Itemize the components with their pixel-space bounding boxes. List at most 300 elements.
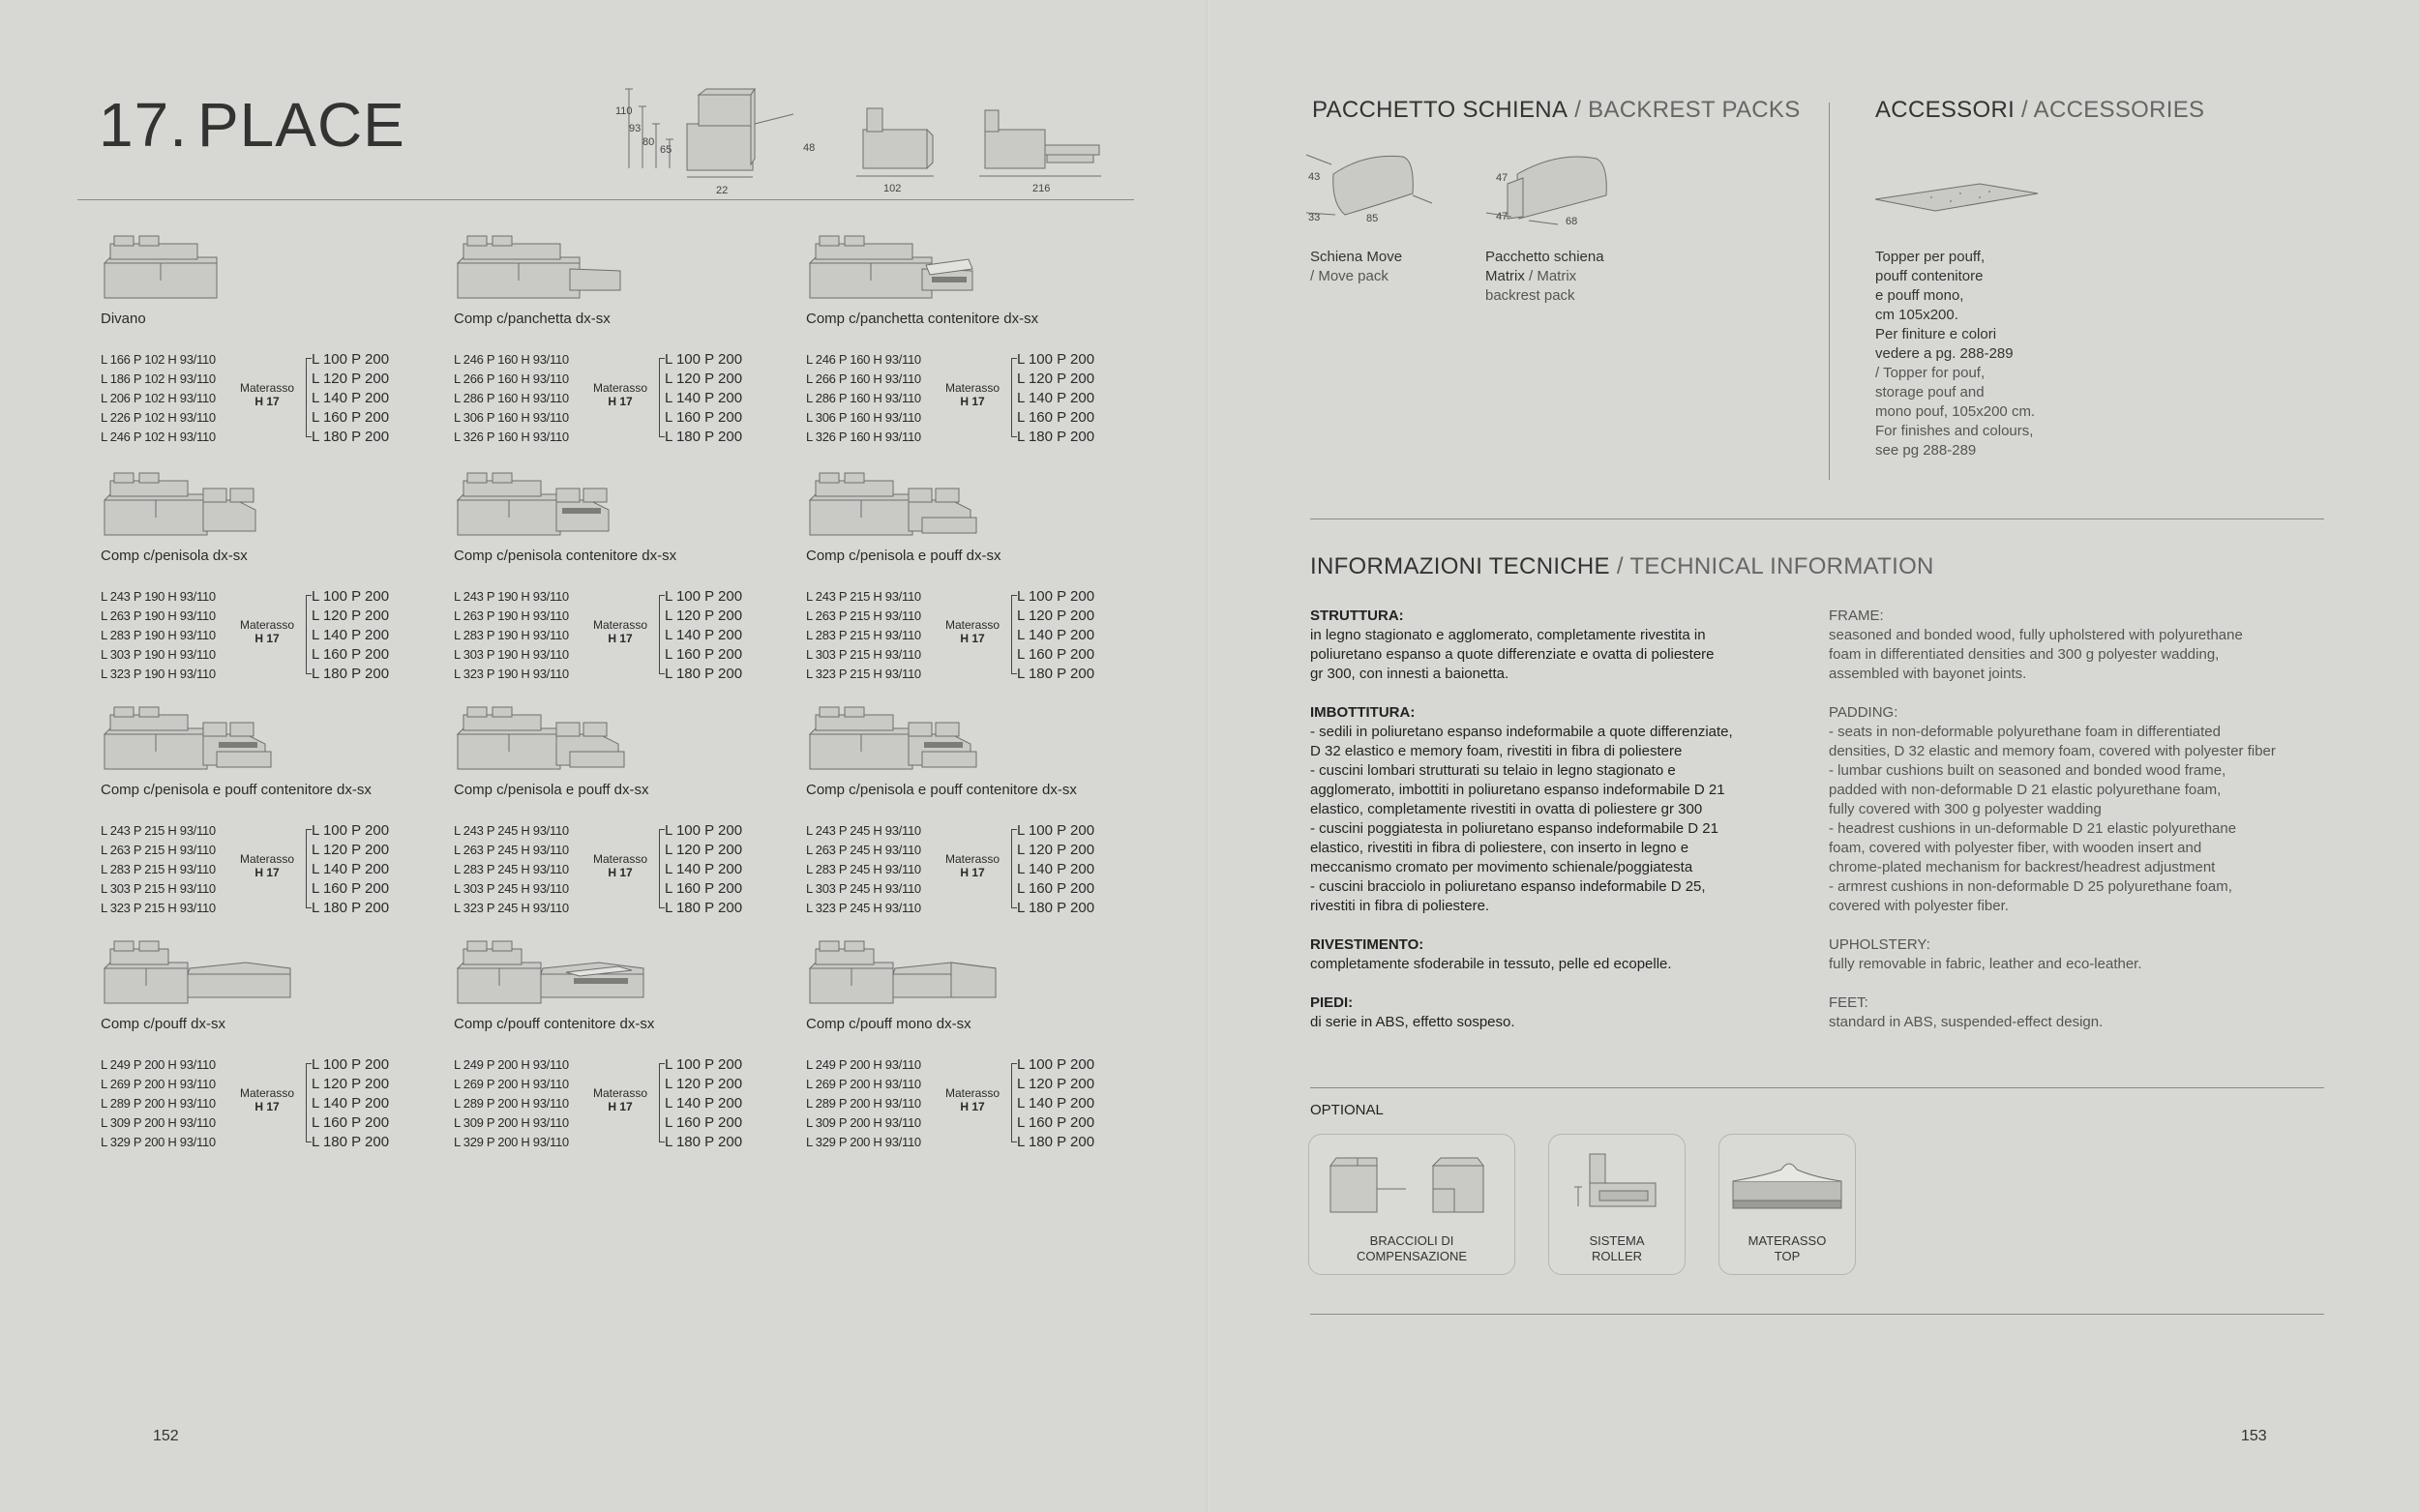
move-pack-label <box>1310 248 1402 286</box>
accessories-line-it: Per finiture e colori <box>1875 326 1997 342</box>
tech-line: - seats in non-deformable polyurethane foam in differentiated <box>1829 724 2221 740</box>
mattress-size-line: L 160 P 200 <box>312 409 390 426</box>
mattress-height: H 17 <box>254 1100 280 1113</box>
section-rule-3 <box>1310 1314 2324 1315</box>
optional-box-mattress <box>1718 1134 1856 1275</box>
mattress-size-line: L 160 P 200 <box>312 1114 390 1131</box>
accessories-line-en: see pg 288-289 <box>1875 442 1977 459</box>
mattress-size-line: L 120 P 200 <box>665 1076 743 1092</box>
matrix-pack-label-en2: backrest pack <box>1485 287 1575 304</box>
sofa-drawing <box>101 230 304 308</box>
product-name: Comp c/penisola e pouff contenitore dx-sx <box>101 782 372 798</box>
left-page <box>0 0 1208 1512</box>
page-title <box>99 89 405 161</box>
mattress-size-line: L 160 P 200 <box>665 646 743 663</box>
size-line: L 309 P 200 H 93/110 <box>454 1115 569 1130</box>
tech-line: di serie in ABS, effetto sospeso. <box>1310 1014 1515 1030</box>
topper-drawing <box>1873 180 2043 219</box>
product-name: Divano <box>101 311 146 327</box>
mattress-size-line: L 100 P 200 <box>665 351 743 368</box>
tech-section-label: RIVESTIMENTO: <box>1310 936 1424 953</box>
tech-line: seasoned and bonded wood, fully upholstered with polyurethane <box>1829 627 2243 643</box>
tech-line: chrome-plated mechanism for backrest/headrest adjustment <box>1829 859 2216 875</box>
mattress-size-line: L 160 P 200 <box>1017 646 1095 663</box>
mattress-label-text: Materasso <box>592 618 648 632</box>
tech-line: - headrest cushions in un-deformable D 21 elastic polyurethane <box>1829 820 2237 837</box>
tech-line: standard in ABS, suspended-effect design. <box>1829 1014 2104 1030</box>
tech-section-label: UPHOLSTERY: <box>1829 936 1930 953</box>
product-name: Comp c/penisola dx-sx <box>101 548 248 564</box>
mattress-height: H 17 <box>960 632 985 645</box>
tech-line: - armrest cushions in non-deformable D 25 polyurethane foam, <box>1829 878 2232 895</box>
accessories-line-en: mono pouf, 105x200 cm. <box>1875 403 2036 420</box>
dim-width-bed: 216 <box>1032 183 1051 194</box>
mattress-height: H 17 <box>608 1100 633 1113</box>
size-line: L 166 P 102 H 93/110 <box>101 352 216 367</box>
mattress-size-line: L 120 P 200 <box>312 371 390 387</box>
accessories-text-en <box>1875 364 2035 460</box>
size-line: L 266 P 160 H 93/110 <box>806 371 921 386</box>
tech-line: rivestiti in fibra di poliestere. <box>1310 898 1490 914</box>
tech-section <box>1829 993 2332 1032</box>
accessories-text <box>1875 248 2035 460</box>
mattress-size-line: L 140 P 200 <box>312 1095 390 1112</box>
dim-bed <box>985 110 1099 168</box>
dim-h2: 93 <box>629 123 642 134</box>
mattress-size-line: L 100 P 200 <box>312 351 390 368</box>
armrests-label-1: BRACCIOLI DI <box>1369 1233 1454 1248</box>
move-dim-3: 85 <box>1366 213 1379 224</box>
tech-line: D 32 elastico e memory foam, rivestiti in fibra di poliestere <box>1310 743 1683 759</box>
mattress-height: H 17 <box>960 866 985 879</box>
product-sizes <box>101 587 216 684</box>
matrix-dim-2: 47 <box>1496 211 1508 222</box>
mattress-size-line: L 100 P 200 <box>665 822 743 839</box>
right-page <box>1210 0 2419 1512</box>
size-line: L 249 P 200 H 93/110 <box>806 1057 921 1072</box>
size-line: L 243 P 215 H 93/110 <box>806 589 921 604</box>
tech-line: agglomerato, imbottiti in poliuretano espanso indeformabile D 21 <box>1310 782 1725 798</box>
size-line: L 243 P 190 H 93/110 <box>454 589 569 604</box>
product-card <box>806 701 1135 934</box>
size-line: L 323 P 245 H 93/110 <box>806 901 921 915</box>
tech-line: padded with non-deformable D 21 elastic polyurethane foam, <box>1829 782 2222 798</box>
move-pack-drawing <box>1306 155 1432 215</box>
mattress-size-line: L 140 P 200 <box>1017 1095 1095 1112</box>
size-line: L 323 P 215 H 93/110 <box>101 901 216 915</box>
tech-section <box>1829 935 2332 974</box>
mattress-label <box>236 852 298 879</box>
size-line: L 186 P 102 H 93/110 <box>101 371 216 386</box>
mattress-height: H 17 <box>254 395 280 408</box>
product-name: Comp c/penisola e pouff contenitore dx-sx <box>806 782 1077 798</box>
mattress-size-line: L 180 P 200 <box>1017 666 1095 682</box>
mattress-label-text: Materasso <box>944 618 1000 632</box>
tech-line: elastico, completamente rivestiti in ovatta di poliestere gr 300 <box>1310 801 1703 817</box>
mattress-size-line: L 140 P 200 <box>665 390 743 406</box>
size-line: L 309 P 200 H 93/110 <box>806 1115 921 1130</box>
tech-info-english <box>1829 607 2332 1052</box>
size-line: L 263 P 190 H 93/110 <box>454 608 569 623</box>
mattress-sizes <box>312 350 389 447</box>
mattress-size-line: L 120 P 200 <box>665 371 743 387</box>
mattress-label-text: Materasso <box>592 852 648 866</box>
mattress-size-line: L 100 P 200 <box>665 588 743 605</box>
product-sizes <box>101 1055 216 1152</box>
mattress-height: H 17 <box>608 632 633 645</box>
mattress-size-line: L 120 P 200 <box>312 1076 390 1092</box>
size-line: L 323 P 245 H 93/110 <box>454 901 569 915</box>
mattress-label <box>236 618 298 645</box>
tech-line: fully covered with 300 g polyester wadding <box>1829 801 2102 817</box>
size-line: L 303 P 245 H 93/110 <box>454 881 569 896</box>
size-line: L 283 P 215 H 93/110 <box>101 862 216 876</box>
size-line: L 263 P 215 H 93/110 <box>101 843 216 857</box>
tech-line: covered with polyester fiber. <box>1829 898 2009 914</box>
product-card <box>101 701 430 934</box>
product-name: Comp c/pouff contenitore dx-sx <box>454 1016 655 1032</box>
tech-section <box>1310 935 1813 974</box>
mattress-size-line: L 120 P 200 <box>312 608 390 624</box>
dim-h1: 110 <box>615 105 633 117</box>
backrest-drawings <box>1306 145 1713 237</box>
size-line: L 303 P 245 H 93/110 <box>806 881 921 896</box>
mattress-label <box>236 1086 298 1113</box>
product-name: Comp c/penisola contenitore dx-sx <box>454 548 677 564</box>
size-line: L 269 P 200 H 93/110 <box>454 1077 569 1091</box>
size-line: L 226 P 102 H 93/110 <box>101 410 216 425</box>
size-line: L 249 P 200 H 93/110 <box>101 1057 216 1072</box>
size-line: L 283 P 245 H 93/110 <box>454 862 569 876</box>
title-name: PLACE <box>196 90 405 160</box>
tech-line: poliuretano espanso a quote differenziate e ovatta di poliestere <box>1310 646 1715 663</box>
size-line: L 329 P 200 H 93/110 <box>806 1135 921 1149</box>
optional-box-armrests <box>1308 1134 1515 1275</box>
sofa-drawing <box>806 467 1009 545</box>
mattress-size-line: L 100 P 200 <box>1017 822 1095 839</box>
section-rule-2 <box>1310 1087 2324 1088</box>
mattress-size-line: L 180 P 200 <box>312 1134 390 1150</box>
tech-line: assembled with bayonet joints. <box>1829 666 2027 682</box>
product-card <box>806 230 1135 462</box>
size-line: L 289 P 200 H 93/110 <box>806 1096 921 1111</box>
size-line: L 263 P 245 H 93/110 <box>806 843 921 857</box>
mattress-size-line: L 140 P 200 <box>1017 627 1095 643</box>
tech-line: foam in differentiated densities and 300 g polyester wadding, <box>1829 646 2220 663</box>
move-pack-label-it: Schiena Move <box>1310 249 1403 265</box>
size-line: L 329 P 200 H 93/110 <box>454 1135 569 1149</box>
dim-depth-front: 22 <box>716 185 729 196</box>
accessories-text-it <box>1875 248 2035 364</box>
mattress-size-line: L 180 P 200 <box>312 429 390 445</box>
mattress-size-line: L 180 P 200 <box>665 666 743 682</box>
accessories-heading-it: ACCESSORI <box>1875 97 2016 123</box>
tech-heading-en: TECHNICAL INFORMATION <box>1629 553 1934 579</box>
tech-heading-sep: / <box>1609 553 1630 579</box>
tech-section-label: FEET: <box>1829 994 1868 1011</box>
mattress-sizes <box>1017 1055 1094 1152</box>
size-line: L 243 P 215 H 93/110 <box>101 823 216 838</box>
tech-line: fully removable in fabric, leather and eco-leather. <box>1829 956 2142 972</box>
size-line: L 326 P 160 H 93/110 <box>806 430 921 444</box>
product-card <box>101 467 430 699</box>
mattress-size-line: L 180 P 200 <box>1017 900 1095 916</box>
mattress-size-line: L 160 P 200 <box>312 646 390 663</box>
mattress-label-2: TOP <box>1774 1249 1801 1263</box>
product-sizes <box>806 350 921 447</box>
mattress-size-line: L 160 P 200 <box>665 1114 743 1131</box>
mattress-size-line: L 160 P 200 <box>1017 880 1095 897</box>
accessories-line-en: For finishes and colours, <box>1875 423 2034 439</box>
optional-heading: OPTIONAL <box>1310 1102 1384 1118</box>
accessories-line-en: / Topper for pouf, <box>1875 365 1986 381</box>
backrest-heading-en: BACKREST PACKS <box>1588 97 1801 123</box>
mattress-size-line: L 180 P 200 <box>665 900 743 916</box>
mattress-sizes <box>1017 587 1094 684</box>
move-dim-1: 43 <box>1308 171 1321 183</box>
mattress-sizes <box>312 821 389 918</box>
mattress-label-text: Materasso <box>239 852 295 866</box>
mattress-size-line: L 100 P 200 <box>312 822 390 839</box>
mattress-sizes <box>665 350 742 447</box>
mattress-label <box>589 1086 651 1113</box>
mattress-size-line: L 180 P 200 <box>312 900 390 916</box>
matrix-pack-label <box>1485 248 1604 306</box>
tech-heading-it: INFORMAZIONI TECNICHE <box>1310 553 1610 579</box>
sofa-drawing <box>101 935 304 1013</box>
mattress-size-line: L 180 P 200 <box>1017 1134 1095 1150</box>
product-name: Comp c/panchetta contenitore dx-sx <box>806 311 1039 327</box>
mattress-size-line: L 120 P 200 <box>1017 1076 1095 1092</box>
size-line: L 263 P 245 H 93/110 <box>454 843 569 857</box>
mattress-label-1: MATERASSO <box>1747 1233 1827 1248</box>
mattress-label <box>589 852 651 879</box>
tech-line: - sedili in poliuretano espanso indeformabile a quote differenziate, <box>1310 724 1733 740</box>
mattress-label-text: Materasso <box>944 1086 1000 1100</box>
size-line: L 303 P 190 H 93/110 <box>101 647 216 662</box>
dim-depth-side: 48 <box>803 142 816 154</box>
mattress-size-line: L 180 P 200 <box>665 429 743 445</box>
header-vertical-rule <box>1829 103 1830 480</box>
accessories-heading <box>1875 97 2204 124</box>
sofa-drawing <box>101 701 304 779</box>
optional-box-roller-label <box>1549 1233 1685 1264</box>
tech-line: - cuscini lombari strutturati su telaio in legno stagionato e <box>1310 762 1676 779</box>
mattress-size-line: L 100 P 200 <box>1017 351 1095 368</box>
dimensions-diagram <box>610 85 1113 196</box>
sofa-drawing <box>454 230 657 308</box>
accessories-line-it: Topper per pouff, <box>1875 249 1986 265</box>
page-number-left: 152 <box>153 1428 179 1444</box>
matrix-dim-3: 68 <box>1566 216 1578 227</box>
accessories-line-it: vedere a pg. 288-289 <box>1875 345 2014 362</box>
accessories-line-it: cm 105x200. <box>1875 307 1958 323</box>
mattress-label <box>941 381 1003 408</box>
sofa-drawing <box>454 467 657 545</box>
mattress-label-text: Materasso <box>239 618 295 632</box>
roller-label-1: SISTEMA <box>1589 1233 1645 1248</box>
size-line: L 303 P 215 H 93/110 <box>101 881 216 896</box>
mattress-size-line: L 140 P 200 <box>312 390 390 406</box>
tech-line: completamente sfoderabile in tessuto, pelle ed ecopelle. <box>1310 956 1672 972</box>
tech-line: - cuscini bracciolo in poliuretano espanso indeformabile D 25, <box>1310 878 1706 895</box>
size-line: L 309 P 200 H 93/110 <box>101 1115 216 1130</box>
accessories-line-en: storage pouf and <box>1875 384 1985 400</box>
tech-line: foam, covered with polyester fiber, with wooden insert and <box>1829 840 2202 856</box>
mattress-size-line: L 140 P 200 <box>312 627 390 643</box>
size-line: L 286 P 160 H 93/110 <box>454 391 569 405</box>
product-sizes <box>454 821 569 918</box>
product-card <box>101 935 430 1168</box>
backrest-heading-it: PACCHETTO SCHIENA <box>1312 97 1568 123</box>
mattress-label-text: Materasso <box>239 381 295 395</box>
tech-section <box>1310 607 1813 684</box>
accessories-line-it: e pouff mono, <box>1875 287 1964 304</box>
mattress-label-text: Materasso <box>239 1086 295 1100</box>
product-card <box>454 230 783 462</box>
tech-section <box>1310 993 1813 1032</box>
tech-section-label: IMBOTTITURA: <box>1310 704 1416 721</box>
tech-section-label: PADDING: <box>1829 704 1898 721</box>
size-line: L 269 P 200 H 93/110 <box>101 1077 216 1091</box>
product-card <box>454 467 783 699</box>
mattress-sizes <box>312 587 389 684</box>
size-line: L 266 P 160 H 93/110 <box>454 371 569 386</box>
size-line: L 326 P 160 H 93/110 <box>454 430 569 444</box>
mattress-size-line: L 120 P 200 <box>1017 608 1095 624</box>
mattress-size-line: L 140 P 200 <box>1017 390 1095 406</box>
tech-heading <box>1310 553 1934 580</box>
size-line: L 246 P 160 H 93/110 <box>806 352 921 367</box>
product-card <box>454 701 783 934</box>
tech-line: - cuscini poggiatesta in poliuretano espanso indeformabile D 21 <box>1310 820 1718 837</box>
size-line: L 249 P 200 H 93/110 <box>454 1057 569 1072</box>
sofa-drawing <box>806 230 1009 308</box>
tech-line: - lumbar cushions built on seasoned and bonded wood frame, <box>1829 762 2226 779</box>
mattress-size-line: L 160 P 200 <box>1017 409 1095 426</box>
size-line: L 283 P 215 H 93/110 <box>806 628 921 642</box>
tech-line: meccanismo cromato per movimento schienale/poggiatesta <box>1310 859 1693 875</box>
mattress-size-line: L 100 P 200 <box>1017 1056 1095 1073</box>
matrix-pack-label-it1: Pacchetto schiena <box>1485 249 1604 265</box>
mattress-size-line: L 100 P 200 <box>1017 588 1095 605</box>
title-dot: . <box>169 90 188 160</box>
mattress-sizes <box>665 821 742 918</box>
tech-section <box>1829 607 2332 684</box>
product-sizes <box>101 821 216 918</box>
size-line: L 303 P 215 H 93/110 <box>806 647 921 662</box>
mattress-size-line: L 120 P 200 <box>665 842 743 858</box>
mattress-size-line: L 160 P 200 <box>312 880 390 897</box>
tech-section-label: PIEDI: <box>1310 994 1354 1011</box>
mattress-sizes <box>665 1055 742 1152</box>
sofa-drawing <box>454 935 657 1013</box>
sofa-drawing <box>101 467 304 545</box>
title-number: 17 <box>99 90 170 160</box>
tech-line: elastico, rivestiti in fibra di poliestere, con inserto in legno e <box>1310 840 1689 856</box>
mattress-label <box>941 1086 1003 1113</box>
product-name: Comp c/penisola e pouff dx-sx <box>454 782 649 798</box>
mattress-height: H 17 <box>254 866 280 879</box>
mattress-label <box>941 852 1003 879</box>
size-line: L 263 P 190 H 93/110 <box>101 608 216 623</box>
product-name: Comp c/pouff dx-sx <box>101 1016 225 1032</box>
mattress-size-line: L 140 P 200 <box>1017 861 1095 877</box>
tech-line: in legno stagionato e agglomerato, completamente rivestita in <box>1310 627 1706 643</box>
mattress-size-line: L 100 P 200 <box>312 1056 390 1073</box>
mattress-height: H 17 <box>254 632 280 645</box>
mattress-sizes <box>312 1055 389 1152</box>
matrix-dim-1: 47 <box>1496 172 1508 184</box>
sofa-drawing <box>806 701 1009 779</box>
mattress-size-line: L 160 P 200 <box>665 880 743 897</box>
size-line: L 246 P 102 H 93/110 <box>101 430 216 444</box>
tech-section <box>1310 703 1813 916</box>
mattress-size-line: L 120 P 200 <box>1017 371 1095 387</box>
sofa-drawing <box>806 935 1009 1013</box>
mattress-size-line: L 160 P 200 <box>1017 1114 1095 1131</box>
product-sizes <box>806 1055 921 1152</box>
mattress-size-line: L 120 P 200 <box>665 608 743 624</box>
mattress-height: H 17 <box>608 866 633 879</box>
backrest-heading-sep: / <box>1568 97 1589 123</box>
dim-h4: 65 <box>660 144 672 156</box>
sofa-drawing <box>454 701 657 779</box>
dim-width-seat: 102 <box>883 183 902 194</box>
roller-label-2: ROLLER <box>1591 1249 1643 1263</box>
move-pack-label-en: / Move pack <box>1310 268 1389 284</box>
mattress-size-line: L 160 P 200 <box>665 409 743 426</box>
size-line: L 246 P 160 H 93/110 <box>454 352 569 367</box>
optional-box-mattress-label <box>1719 1233 1855 1264</box>
size-line: L 289 P 200 H 93/110 <box>101 1096 216 1111</box>
size-line: L 306 P 160 H 93/110 <box>454 410 569 425</box>
size-line: L 323 P 190 H 93/110 <box>101 667 216 681</box>
optional-box-roller <box>1548 1134 1686 1275</box>
product-card <box>101 230 430 462</box>
mattress-size-line: L 140 P 200 <box>665 1095 743 1112</box>
size-line: L 283 P 190 H 93/110 <box>101 628 216 642</box>
accessories-heading-en: ACCESSORIES <box>2033 97 2205 123</box>
armrest-icon <box>1319 1144 1508 1222</box>
size-line: L 289 P 200 H 93/110 <box>454 1096 569 1111</box>
mattress-size-line: L 100 P 200 <box>312 588 390 605</box>
tech-info-italian <box>1310 607 1813 1052</box>
product-name: Comp c/pouff mono dx-sx <box>806 1016 971 1032</box>
mattress-size-line: L 180 P 200 <box>665 1134 743 1150</box>
product-sizes <box>454 587 569 684</box>
size-line: L 323 P 215 H 93/110 <box>806 667 921 681</box>
size-line: L 243 P 190 H 93/110 <box>101 589 216 604</box>
move-dim-2: 33 <box>1308 212 1321 223</box>
mattress-label-text: Materasso <box>944 852 1000 866</box>
mattress-size-line: L 180 P 200 <box>1017 429 1095 445</box>
size-line: L 283 P 190 H 93/110 <box>454 628 569 642</box>
mattress-label-text: Materasso <box>592 381 648 395</box>
size-line: L 323 P 190 H 93/110 <box>454 667 569 681</box>
dim-chair-front <box>687 89 755 170</box>
accessories-line-it: pouff contenitore <box>1875 268 1984 284</box>
armrests-label-2: COMPENSAZIONE <box>1356 1249 1468 1263</box>
mattress-label <box>236 381 298 408</box>
size-line: L 269 P 200 H 93/110 <box>806 1077 921 1091</box>
mattress-label-text: Materasso <box>944 381 1000 395</box>
page-number-right: 153 <box>2241 1428 2267 1444</box>
mattress-label <box>941 618 1003 645</box>
product-card <box>806 935 1135 1168</box>
product-card <box>454 935 783 1168</box>
tech-section-label: STRUTTURA: <box>1310 608 1404 624</box>
